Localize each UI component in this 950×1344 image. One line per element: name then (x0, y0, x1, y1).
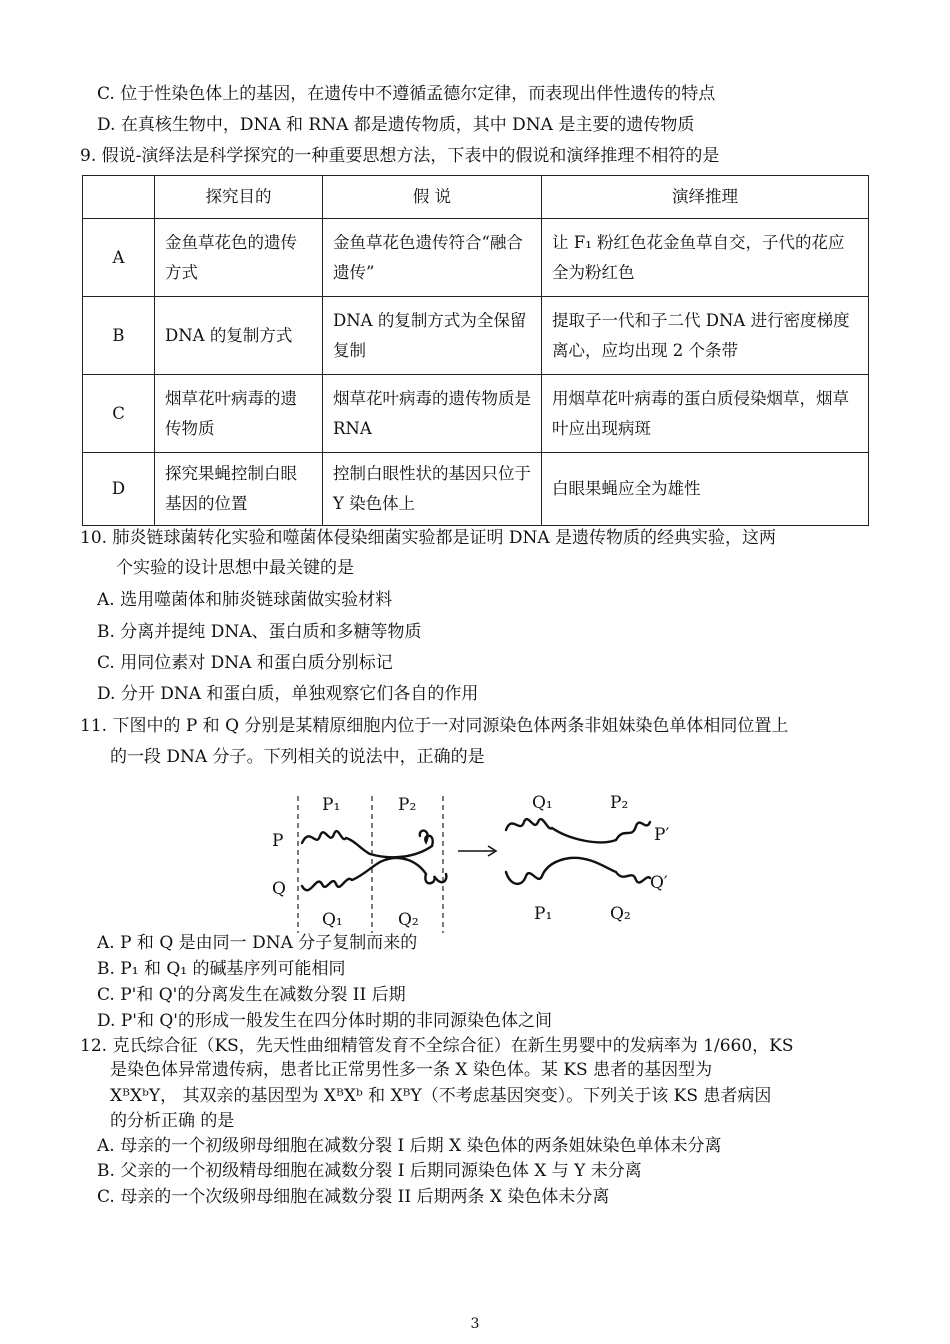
table-header-hypothesis: 假 说 (323, 176, 542, 219)
q12-stem-line2: 是染色体异常遗传病，患者比正常男性多一条 X 染色体。某 KS 患者的基因型为 (110, 1060, 713, 1080)
page-number: 3 (470, 1316, 480, 1332)
table-row (83, 453, 869, 526)
row-label: C (83, 375, 155, 453)
label-right-q1: Q₁ (532, 793, 553, 813)
q8-option-d: D. 在真核生物中，DNA 和 RNA 都是遗传物质，其中 DNA 是主要的遗传物质 (97, 115, 695, 135)
q11-stem-line2: 的一段 DNA 分子。下列相关的说法中，正确的是 (110, 747, 485, 767)
label-p-prime: P′ (654, 825, 670, 845)
row-hypothesis: 金鱼草花色遗传符合“融合遗传” (323, 219, 542, 297)
q12-option-a: A. 母亲的一个初级卵母细胞在减数分裂 I 后期 X 染色体的两条姐妹染色单体未分离 (97, 1136, 722, 1156)
row-purpose: 金鱼草花色的遗传方式 (155, 219, 323, 297)
q11-option-c: C. P'和 Q'的分离发生在减数分裂 II 后期 (97, 985, 406, 1005)
label-right-p2: P₂ (610, 793, 629, 813)
row-label: B (83, 297, 155, 375)
q9-table (82, 175, 869, 526)
q12-option-c: C. 母亲的一个次级卵母细胞在减数分裂 II 后期两条 X 染色体未分离 (97, 1187, 610, 1207)
q10-option-a: A. 选用噬菌体和肺炎链球菌做实验材料 (97, 590, 393, 610)
label-q: Q (272, 879, 286, 899)
crossover-diagram (270, 788, 690, 933)
table-header-row (83, 176, 869, 219)
q11-stem-line1: 11. 下图中的 P 和 Q 分别是某精原细胞内位于一对同源染色体两条非姐妹染色单体相同位置上 (80, 716, 789, 736)
q11-option-a: A. P 和 Q 是由同一 DNA 分子复制而来的 (97, 933, 418, 953)
row-deduction: 白眼果蝇应全为雄性 (542, 453, 869, 526)
row-purpose: 探究果蝇控制白眼基因的位置 (155, 453, 323, 526)
table-row (83, 297, 869, 375)
strand-p (302, 831, 433, 858)
q11-option-d: D. P'和 Q'的形成一般发生在四分体时期的非同源染色体之间 (97, 1011, 552, 1031)
row-hypothesis: 烟草花叶病毒的遗传物质是 RNA (323, 375, 542, 453)
label-right-q2: Q₂ (610, 904, 631, 924)
q12-option-b: B. 父亲的一个初级精母细胞在减数分裂 I 后期同源染色体 X 与 Y 未分离 (97, 1161, 642, 1181)
strand-q (302, 858, 446, 890)
q9-stem: 9. 假说-演绎法是科学探究的一种重要思想方法，下表中的假说和演绎推理不相符的是 (80, 146, 720, 166)
strand-p-prime (506, 819, 650, 842)
table-header-deduction: 演绎推理 (542, 176, 869, 219)
table-header-purpose: 探究目的 (155, 176, 323, 219)
label-p: P (272, 831, 284, 851)
row-purpose: DNA 的复制方式 (155, 297, 323, 375)
q10-stem-line2: 个实验的设计思想中最关键的是 (116, 558, 354, 578)
q8-option-c: C. 位于性染色体上的基因，在遗传中不遵循孟德尔定律，而表现出伴性遗传的特点 (97, 84, 716, 104)
label-q2: Q₂ (398, 910, 419, 930)
strand-q-prime (506, 858, 650, 884)
row-hypothesis: 控制白眼性状的基因只位于 Y 染色体上 (323, 453, 542, 526)
table-row (83, 219, 869, 297)
q10-stem-line1: 10. 肺炎链球菌转化实验和噬菌体侵染细菌实验都是证明 DNA 是遗传物质的经典实验，这两 (80, 528, 777, 548)
q12-stem-line3: XᴮXᵇY， 其双亲的基因型为 XᴮXᵇ 和 XᴮY（不考虑基因突变）。下列关于该 KS 患者病因 (110, 1086, 772, 1106)
q10-option-b: B. 分离并提纯 DNA、蛋白质和多糖等物质 (97, 622, 422, 642)
label-right-p1: P₁ (534, 904, 553, 924)
row-deduction: 提取子一代和子二代 DNA 进行密度梯度离心，应均出现 2 个条带 (542, 297, 869, 375)
label-p2: P₂ (398, 795, 417, 815)
label-p1: P₁ (322, 795, 341, 815)
q12-stem-line1: 12. 克氏综合征（KS，先天性曲细精管发育不全综合征）在新生男婴中的发病率为 1/660，KS (80, 1036, 794, 1056)
label-q-prime: Q′ (650, 873, 668, 893)
row-purpose: 烟草花叶病毒的遗传物质 (155, 375, 323, 453)
table-header-blank (83, 176, 155, 219)
q10-option-c: C. 用同位素对 DNA 和蛋白质分别标记 (97, 653, 393, 673)
row-deduction: 让 F₁ 粉红色花金鱼草自交，子代的花应全为粉红色 (542, 219, 869, 297)
q11-option-b: B. P₁ 和 Q₁ 的碱基序列可能相同 (97, 959, 346, 979)
q12-stem-line4: 的分析正确 的是 (110, 1111, 235, 1131)
row-label: A (83, 219, 155, 297)
label-q1: Q₁ (322, 910, 343, 930)
row-label: D (83, 453, 155, 526)
row-hypothesis: DNA 的复制方式为全保留复制 (323, 297, 542, 375)
table-row (83, 375, 869, 453)
row-deduction: 用烟草花叶病毒的蛋白质侵染烟草，烟草叶应出现病斑 (542, 375, 869, 453)
q10-option-d: D. 分开 DNA 和蛋白质，单独观察它们各自的作用 (97, 684, 479, 704)
